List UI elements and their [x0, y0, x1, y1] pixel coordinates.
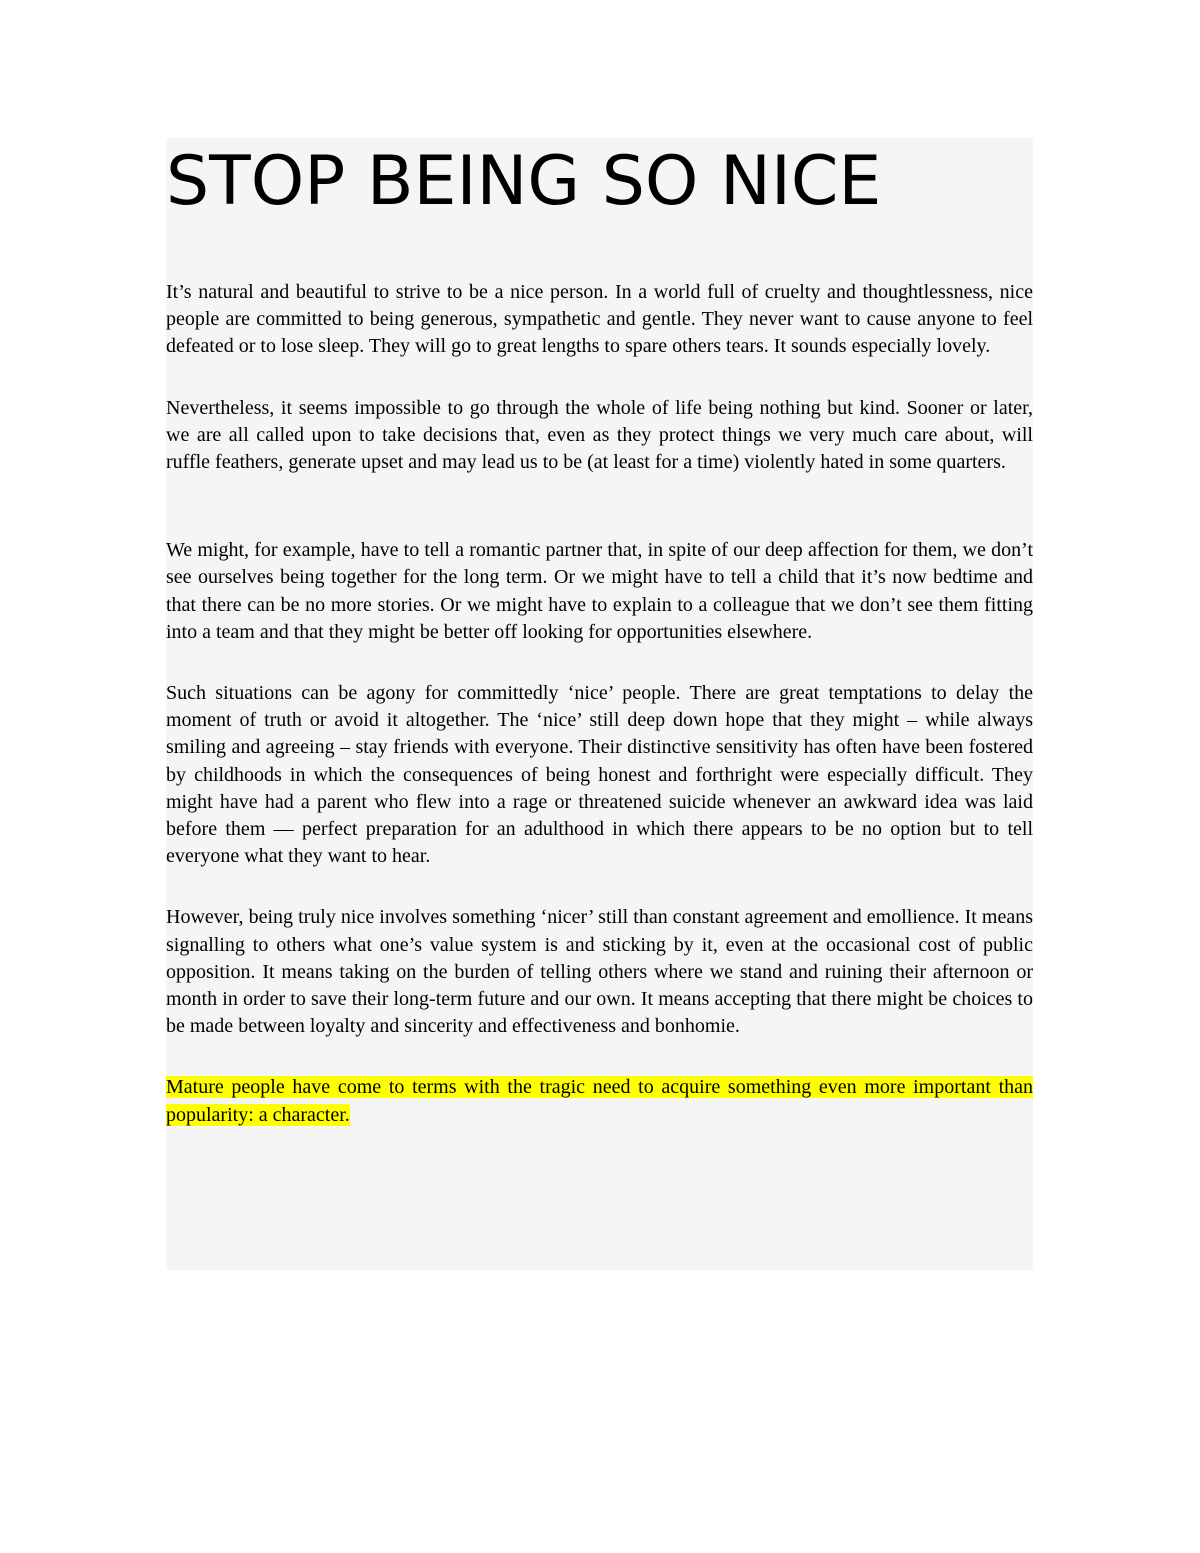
paragraph-1: It’s natural and beautiful to strive to be a nice person. In a world full of cruelty and thoughtlessness, nice people are committed to being generous, sympathetic and gentle. They never want to cause anyone to feel defeated or to lose sleep. They will go to great lengths to spare others tears. It sounds especially lovely. — [166, 281, 1033, 358]
paragraph-4: Such situations can be agony for committedly ‘nice’ people. There are great temptations to delay the moment of truth or avoid it altogether. The ‘nice’ still deep down hope that they might – while always smiling and agreeing – stay friends with everyone. Their distinctive sensitivity has often have been fostered by childhoods in which the consequences of being honest and forthright were especially difficult. They might have had a parent who flew into a rage or threatened suicide whenever an awkward idea was laid before them — perfect preparation for an adulthood in which there appears to be no option but to tell everyone what they want to hear. — [166, 682, 1033, 868]
highlighted-text: Mature people have come to terms with the tragic need to acquire something even more important than popularity: a character. — [166, 1076, 1033, 1126]
paragraph-5: However, being truly nice involves something ‘nicer’ still than constant agreement and emollience. It means signalling to others what one’s value system is and sticking by it, even at the occasional cost of public opposition. It means taking on the burden of telling others where we stand and ruining their afternoon or month in order to save their long-term future and our own. It means accepting that there might be choices to be made between loyalty and sincerity and effectiveness and bonhomie. — [166, 906, 1033, 1038]
paragraph-2: Nevertheless, it seems impossible to go through the whole of life being nothing but kind. Sooner or later, we are all called upon to take decisions that, even as they protect things we very much care about, will ruffle feathers, generate upset and may lead us to be (at least for a time) violently hated in some quarters. — [166, 396, 1033, 474]
document-body — [166, 138, 1033, 1129]
document-title: STOP BEING SO NICE — [166, 142, 882, 221]
paragraph-3: We might, for example, have to tell a romantic partner that, in spite of our deep affection for them, we don’t see ourselves being together for the long term. Or we might have to tell a child that it’s now bedtime and that there can be no more stories. Or we might have to explain to a colleague that we don’t see them fitting into a team and that they might be better off looking for opportunities elsewhere. — [166, 539, 1033, 643]
highlighted-paragraph — [166, 1074, 1033, 1128]
